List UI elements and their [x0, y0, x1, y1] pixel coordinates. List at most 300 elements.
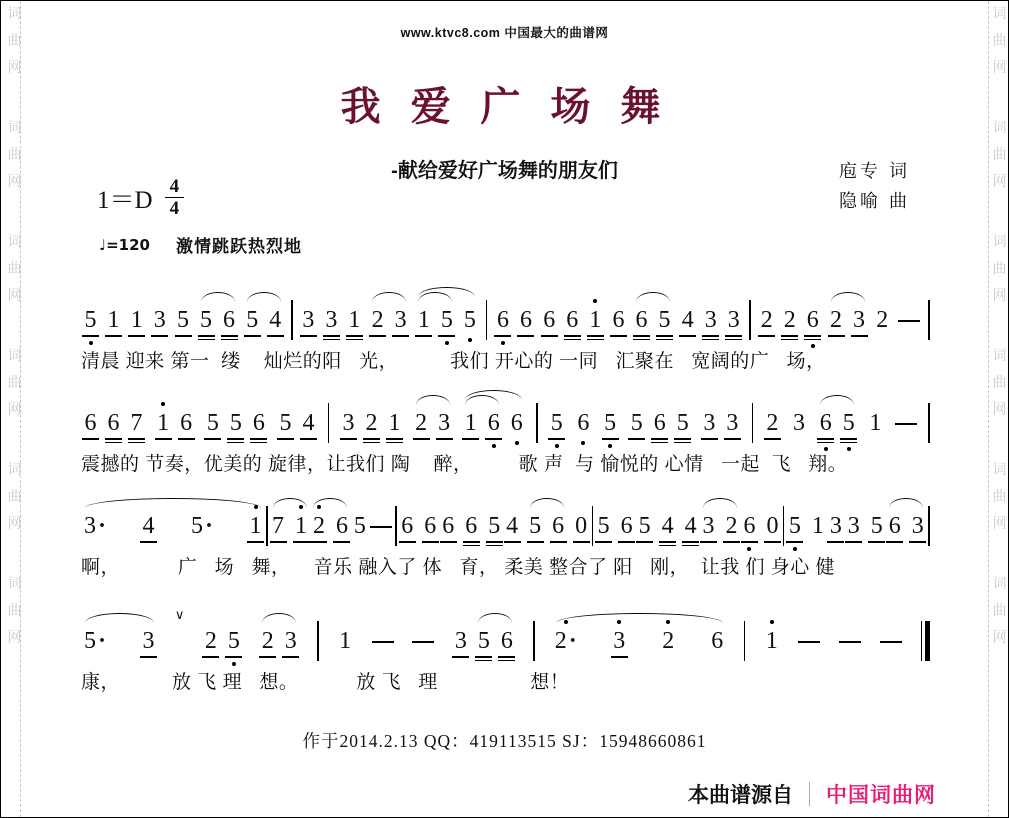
notation-row [81, 609, 932, 656]
final-barline [921, 621, 930, 661]
note-digit: 6 [424, 513, 437, 539]
note-digit: 2 [760, 307, 773, 333]
beam-line [155, 438, 172, 440]
watermark-char: 网 [7, 629, 22, 645]
beam-line [369, 335, 386, 337]
beam-line [463, 545, 480, 547]
note-digit: 6 [612, 307, 625, 333]
duration-dash [370, 526, 392, 528]
beam-line [659, 541, 676, 543]
slur-arc [372, 292, 406, 302]
composer-credit: 隐喻 曲 [838, 191, 910, 211]
duration-dash [880, 641, 902, 643]
note [634, 305, 649, 335]
note-digit: 6 [620, 513, 633, 539]
beam-line [204, 438, 221, 440]
note-digit: 4 [506, 513, 519, 539]
beam-line [227, 442, 244, 444]
note-digit: 6 [566, 307, 579, 333]
watermark-char: 词 [992, 461, 1007, 477]
beam-line [310, 541, 327, 543]
beam-line [541, 335, 558, 337]
watermark-char: 词 [992, 5, 1007, 21]
watermark-char: 词 [7, 5, 22, 21]
note-group [846, 511, 884, 541]
note-digit: 5 [638, 513, 651, 539]
beam-line [82, 335, 99, 337]
beam-line [392, 335, 409, 337]
note-digit: 3 [829, 513, 842, 539]
note [393, 305, 408, 335]
note [400, 511, 415, 541]
note-group [828, 511, 843, 541]
note-digit: 2 [662, 628, 675, 654]
note-group [495, 305, 533, 335]
note-digit: 5 [463, 307, 476, 333]
note-group [787, 511, 825, 541]
watermark-char: 曲 [992, 488, 1007, 504]
note [294, 511, 309, 541]
note [83, 305, 98, 335]
beam-line [105, 442, 122, 444]
low-octave-dot [555, 444, 559, 448]
augmentation-dot: · [568, 628, 577, 654]
watermark-char: 网 [7, 515, 22, 531]
slur-arc [703, 498, 737, 508]
note [887, 511, 902, 541]
note [176, 305, 191, 335]
beam-line [700, 541, 717, 543]
watermark-char: 词 [7, 575, 22, 591]
note-group [542, 305, 603, 335]
note [416, 305, 431, 335]
note [765, 408, 780, 438]
note-digit: 3 [302, 307, 315, 333]
note [106, 305, 121, 335]
note-digit: 3 [394, 307, 407, 333]
beam-line [610, 335, 627, 337]
slur-arc [636, 292, 670, 302]
note-group [596, 511, 634, 541]
slur-arc [556, 613, 723, 623]
beam-line [498, 660, 515, 662]
note [869, 511, 884, 541]
beam-line [277, 438, 294, 440]
note [509, 408, 524, 438]
note [83, 408, 98, 438]
note-group [370, 305, 408, 335]
watermark-char: 词 [7, 461, 22, 477]
note [703, 305, 718, 335]
note-digit: 3 [703, 410, 716, 436]
beam-line [909, 541, 926, 543]
note [675, 408, 690, 438]
left-dashed-line [20, 1, 21, 817]
note-digit: 3 [911, 513, 924, 539]
beam-line [202, 656, 219, 658]
beam-line [618, 541, 635, 543]
note [629, 408, 644, 438]
note [439, 305, 454, 335]
note-digit: 5 [440, 307, 453, 333]
note [364, 408, 379, 438]
slur-arc [262, 613, 296, 623]
note [603, 408, 618, 438]
note-group [875, 305, 890, 335]
low-octave-dot [468, 338, 472, 342]
note-digit: 3 [702, 513, 715, 539]
note [462, 305, 477, 335]
beam-line [300, 438, 317, 440]
note-group [156, 408, 194, 438]
note-digit: 2 [766, 410, 779, 436]
note [702, 408, 717, 438]
note [347, 305, 362, 335]
beam-line [817, 438, 834, 440]
note [311, 511, 326, 541]
beam-line [178, 438, 195, 440]
note [805, 305, 820, 335]
low-octave-dot [89, 341, 93, 345]
beam-line [682, 541, 699, 543]
watermark-char: 词 [7, 233, 22, 249]
beam-line [674, 438, 691, 440]
note-digit: 3 [704, 307, 717, 333]
note-group [603, 408, 618, 438]
beam-line [413, 438, 430, 440]
note-digit: 3 [613, 628, 626, 654]
beam-line [656, 339, 673, 341]
note-digit: 2 [876, 307, 889, 333]
beam-line [323, 339, 340, 341]
slur-arc [247, 292, 281, 302]
meter-numerator: 4 [165, 176, 185, 198]
note-digit: 6 [711, 628, 724, 654]
beam-line [725, 339, 742, 341]
final-bar-thick [925, 621, 930, 661]
credits [839, 156, 910, 216]
beam-line [247, 541, 264, 543]
barline [928, 300, 930, 340]
note-group [271, 511, 309, 541]
beam-line [573, 541, 590, 543]
note [726, 305, 741, 335]
beam-line [333, 541, 350, 543]
note-group [400, 511, 438, 541]
watermark-group [993, 120, 1007, 188]
watermark-char: 网 [7, 173, 22, 189]
note-group [868, 408, 883, 438]
note [554, 626, 578, 656]
barline [928, 403, 930, 443]
footer [41, 779, 968, 809]
footer-divider [809, 782, 810, 806]
duration-dash [412, 641, 434, 643]
note-digit: 6 [543, 307, 556, 333]
low-octave-dot [581, 441, 585, 445]
final-bar-thin [921, 621, 923, 661]
beam-line [548, 438, 565, 440]
note-digit: 5 [353, 513, 366, 539]
beam-line [475, 660, 492, 662]
beam-line [221, 339, 238, 341]
note-group [680, 305, 741, 335]
note-digit: 5 [84, 307, 97, 333]
low-octave-dot [747, 547, 751, 551]
note-digit: 0 [766, 513, 779, 539]
watermark-char: 词 [992, 575, 1007, 591]
note [268, 305, 283, 335]
note-group [260, 626, 298, 656]
beam-line [462, 438, 479, 440]
note [338, 626, 353, 656]
note-digit: 2 [415, 410, 428, 436]
beam-line [463, 541, 480, 543]
beam-line [399, 541, 416, 543]
note-group [554, 626, 725, 656]
beam-line [827, 541, 844, 543]
note-digit: 3 [438, 410, 451, 436]
note-digit: 6 [223, 307, 235, 333]
note-group [765, 408, 780, 438]
left-watermark-rail [1, 1, 27, 817]
right-rail-text [991, 1, 1008, 690]
note [341, 408, 356, 438]
barline [533, 621, 535, 661]
content-area [1, 1, 1008, 809]
note-group [341, 408, 402, 438]
note-digit: 2 [371, 307, 384, 333]
beam-line [244, 335, 261, 337]
note [463, 408, 478, 438]
left-rail-text [2, 1, 27, 690]
note-digit: 2 [725, 513, 738, 539]
duration-dash [895, 423, 917, 425]
note [846, 511, 861, 541]
high-octave-dot [161, 402, 165, 406]
beam-line [781, 339, 798, 341]
note [476, 626, 491, 656]
note [588, 305, 603, 335]
note-digit: 4 [684, 513, 697, 539]
note-digit: 5 [200, 307, 212, 333]
beam-line [475, 656, 492, 658]
note-digit: 6 [84, 410, 97, 436]
note-group [549, 408, 564, 438]
note-digit: 5 [84, 628, 96, 654]
note-digit: 3 [325, 307, 338, 333]
note-digit: 1 [464, 410, 477, 436]
note-digit: 5 [477, 628, 490, 654]
note-digit: 6 [653, 410, 666, 436]
note-digit: 2 [554, 628, 567, 654]
note [141, 626, 156, 656]
note-digit: 1 [589, 307, 602, 333]
beam-line [198, 339, 215, 341]
beam-line [175, 335, 192, 337]
barline [395, 506, 397, 546]
tempo-marking: ♩=120 [99, 235, 150, 254]
watermark-char: 词 [7, 119, 22, 135]
note [724, 511, 739, 541]
note-digit: 5 [550, 410, 563, 436]
beam-line [340, 438, 357, 440]
beam-line [140, 541, 157, 543]
note [868, 408, 883, 438]
beam-line [386, 442, 403, 444]
note [528, 511, 543, 541]
note [551, 511, 566, 541]
watermark-char: 网 [992, 515, 1007, 531]
tempo-row [99, 232, 302, 257]
note-group [742, 511, 780, 541]
beam-line [270, 541, 287, 543]
beam-line [602, 438, 619, 440]
note-digit: 1 [348, 307, 361, 333]
barline [328, 403, 330, 443]
beam-line [267, 335, 284, 337]
note-digit: 5 [246, 307, 259, 333]
note [499, 626, 514, 656]
beam-line [651, 442, 668, 444]
beam-line [702, 335, 719, 337]
watermark-char: 曲 [992, 374, 1007, 390]
note [226, 626, 241, 656]
note [841, 408, 856, 438]
note [370, 305, 385, 335]
beam-line [868, 541, 885, 543]
note-group [629, 408, 690, 438]
note [423, 511, 438, 541]
beam-line [764, 438, 781, 440]
note [619, 511, 634, 541]
note [106, 408, 121, 438]
note-digit: 1 [388, 410, 401, 436]
note-digit: 5 [788, 513, 801, 539]
watermark-char: 词 [7, 347, 22, 363]
watermark-char: 网 [992, 401, 1007, 417]
score [81, 300, 932, 694]
key-label: 1＝D [97, 186, 153, 214]
watermark-char: 网 [7, 401, 22, 417]
low-octave-dot [501, 341, 505, 345]
beam-line [225, 656, 242, 658]
note [495, 305, 510, 335]
beam-line [363, 442, 380, 444]
note [661, 626, 676, 656]
duration-dash [839, 641, 861, 643]
watermark-char: 曲 [7, 260, 22, 276]
note-group [311, 511, 349, 541]
beam-line [494, 335, 511, 337]
note [251, 408, 266, 438]
beam-line [151, 335, 168, 337]
note-digit: 5 [658, 307, 671, 333]
slur-arc [201, 292, 235, 302]
note [487, 511, 502, 541]
beam-line [323, 335, 340, 337]
note-digit: 4 [661, 513, 674, 539]
beam-line [741, 541, 758, 543]
note-digit: 5 [206, 410, 219, 436]
note-digit: 6 [806, 307, 819, 333]
watermark-char: 网 [992, 287, 1007, 303]
beam-line [250, 442, 267, 444]
note-digit: 1 [339, 628, 352, 654]
note-group [245, 305, 283, 335]
note-digit: 2 [783, 307, 796, 333]
watermark-char: 曲 [7, 602, 22, 618]
note [453, 626, 468, 656]
note [387, 408, 402, 438]
note-group [792, 408, 807, 438]
note-digit: 6 [335, 513, 348, 539]
beam-line [498, 656, 515, 658]
slur-arc [831, 292, 865, 302]
note-digit: 5 [488, 513, 501, 539]
note-digit: 6 [180, 410, 193, 436]
beam-line [587, 335, 604, 337]
right-dashed-line [988, 1, 989, 817]
note-digit: 7 [130, 410, 143, 436]
beam-line [282, 656, 299, 658]
note-digit: 1 [869, 410, 882, 436]
lyrics-line: 康， 放 飞 理 想。 放 飞 理 想！ [81, 672, 570, 693]
beam-line [702, 339, 719, 341]
note [205, 408, 220, 438]
footer-site-name: 中国词曲网 [826, 784, 936, 807]
low-octave-dot [445, 341, 449, 345]
note [875, 305, 890, 335]
note-digit: 6 [252, 410, 265, 436]
note-digit: 1 [157, 410, 170, 436]
watermark-char: 曲 [7, 374, 22, 390]
watermark-char: 词 [992, 347, 1007, 363]
beam-line [725, 335, 742, 337]
note-group [414, 408, 452, 438]
barline [752, 403, 754, 443]
note-group [83, 511, 263, 541]
barline [744, 621, 746, 661]
site-header: www.ktvc8.com 中国最大的曲谱网 [400, 26, 609, 40]
beam-line [817, 442, 834, 444]
note [652, 408, 667, 438]
note-digit: 2 [204, 628, 217, 654]
note [83, 626, 107, 656]
note-digit: 5 [630, 410, 643, 436]
beam-line [128, 438, 145, 440]
info-block [41, 154, 968, 270]
barline [317, 621, 319, 661]
beam-line [786, 541, 803, 543]
barline [749, 300, 751, 340]
note [464, 511, 479, 541]
note-digit: 3 [84, 513, 96, 539]
note [179, 408, 194, 438]
note [710, 626, 725, 656]
note-digit: 5 [191, 513, 204, 539]
low-octave-dot [515, 441, 519, 445]
breath-mark: ∨ [174, 608, 185, 623]
beam-line [259, 656, 276, 658]
barline [783, 506, 785, 546]
note-group [301, 305, 362, 335]
note [129, 408, 144, 438]
note-digit: 6 [819, 410, 832, 436]
time-signature [165, 176, 185, 219]
note [414, 408, 429, 438]
slur-arc [530, 498, 564, 508]
